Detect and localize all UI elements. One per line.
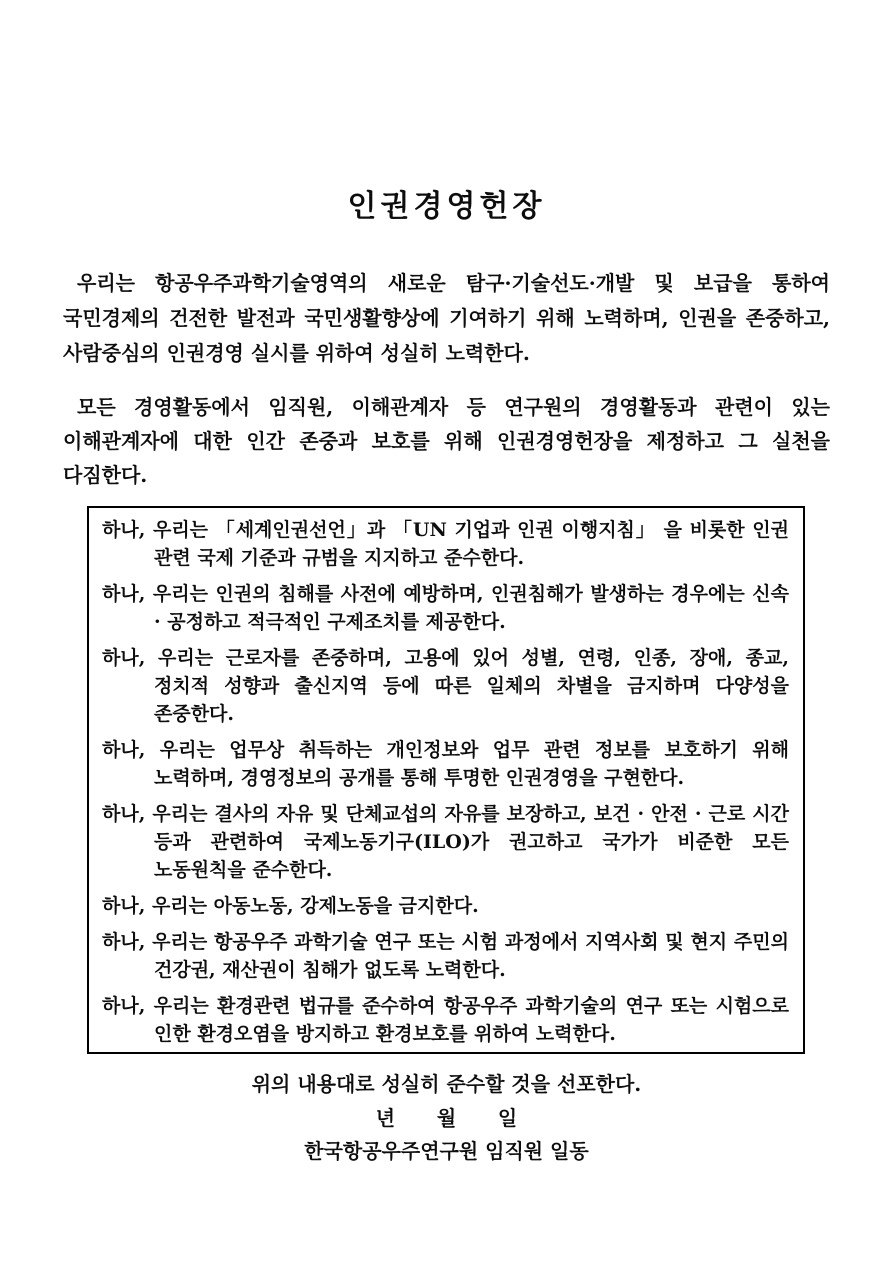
charter-item-3 [102,644,789,728]
charter-item-7 [102,928,789,984]
closing-date-line: 년 월 일 [375,1106,518,1130]
charter-items-box [87,506,805,1054]
charter-item-1-label: 하나, [102,519,146,541]
charter-item-3-label: 하나, [102,647,146,669]
charter-item-5-text: 우리는 결사의 자유 및 단체교섭의 자유를 보장하고, 보건 · 안전 · 근로 시간 등과 관련하여 국제노동기구(ILO)가 권고하고 국가가 비준한 모든 노동원칙을 준수한다. [152,803,789,881]
charter-item-3-text: 우리는 근로자를 존중하며, 고용에 있어 성별, 연령, 인종, 장애, 종교, 정치적 성향과 출신지역 등에 따른 일체의 차별을 금지하며 다양성을 존중한다. [154,647,789,725]
intro-paragraph-1: 우리는 항공우주과학기술영역의 새로운 탐구·기술선도·개발 및 보급을 통하여 국민경제의 건전한 발전과 국민생활향상에 기여하기 위해 노력하며, 인권을 존중하고, 사람중심의 인권경영 실시를 위하여 성실히 노력한다. [63,271,830,365]
charter-item-1 [102,516,789,572]
intro-paragraph-2: 모든 경영활동에서 임직원, 이해관계자 등 연구원의 경영활동과 관련이 있는 이해관계자에 대한 인간 존중과 보호를 위해 인권경영헌장을 제정하고 그 실천을 다짐한다. [63,395,830,487]
closing-section [63,1070,830,1165]
closing-signature: 한국항공우주연구원 임직원 일동 [304,1139,589,1163]
charter-item-6-text: 우리는 아동노동, 강제노동을 금지한다. [151,895,479,917]
charter-item-8-text: 우리는 환경관련 법규를 준수하여 항공우주 과학기술의 연구 또는 시험으로 인한 환경오염을 방지하고 환경보호를 위하여 노력한다. [153,995,789,1045]
charter-item-5 [102,800,789,884]
charter-item-5-label: 하나, [102,803,146,825]
charter-item-4-text: 우리는 업무상 취득하는 개인정보와 업무 관련 정보를 보호하기 위해 노력하며, 경영정보의 공개를 통해 투명한 인권경영을 구현한다. [154,739,789,789]
charter-item-7-text: 우리는 항공우주 과학기술 연구 또는 시험 과정에서 지역사회 및 현지 주민의 건강권, 재산권이 침해가 없도록 노력한다. [152,931,789,981]
charter-item-4-label: 하나, [102,739,146,761]
page-title: 인권경영헌장 [347,189,546,224]
charter-item-2 [102,580,789,636]
charter-item-2-label: 하나, [102,583,146,605]
charter-item-8 [102,992,789,1048]
charter-item-6 [102,892,789,920]
charter-item-2-text: 우리는 인권의 침해를 사전에 예방하며, 인권침해가 발생하는 경우에는 신속 · 공정하고 적극적인 구제조치를 제공한다. [152,583,789,633]
charter-item-4 [102,736,789,792]
charter-item-7-label: 하나, [102,931,146,953]
charter-item-1-text: 우리는 「세계인권선언」과 「UN 기업과 인권 이행지침」 을 비롯한 인권 관련 국제 기준과 규범을 지지하고 준수한다. [152,519,789,569]
charter-item-6-label: 하나, [102,895,146,917]
charter-item-8-label: 하나, [102,995,146,1017]
closing-declaration: 위의 내용대로 성실히 준수할 것을 선포한다. [251,1072,642,1096]
